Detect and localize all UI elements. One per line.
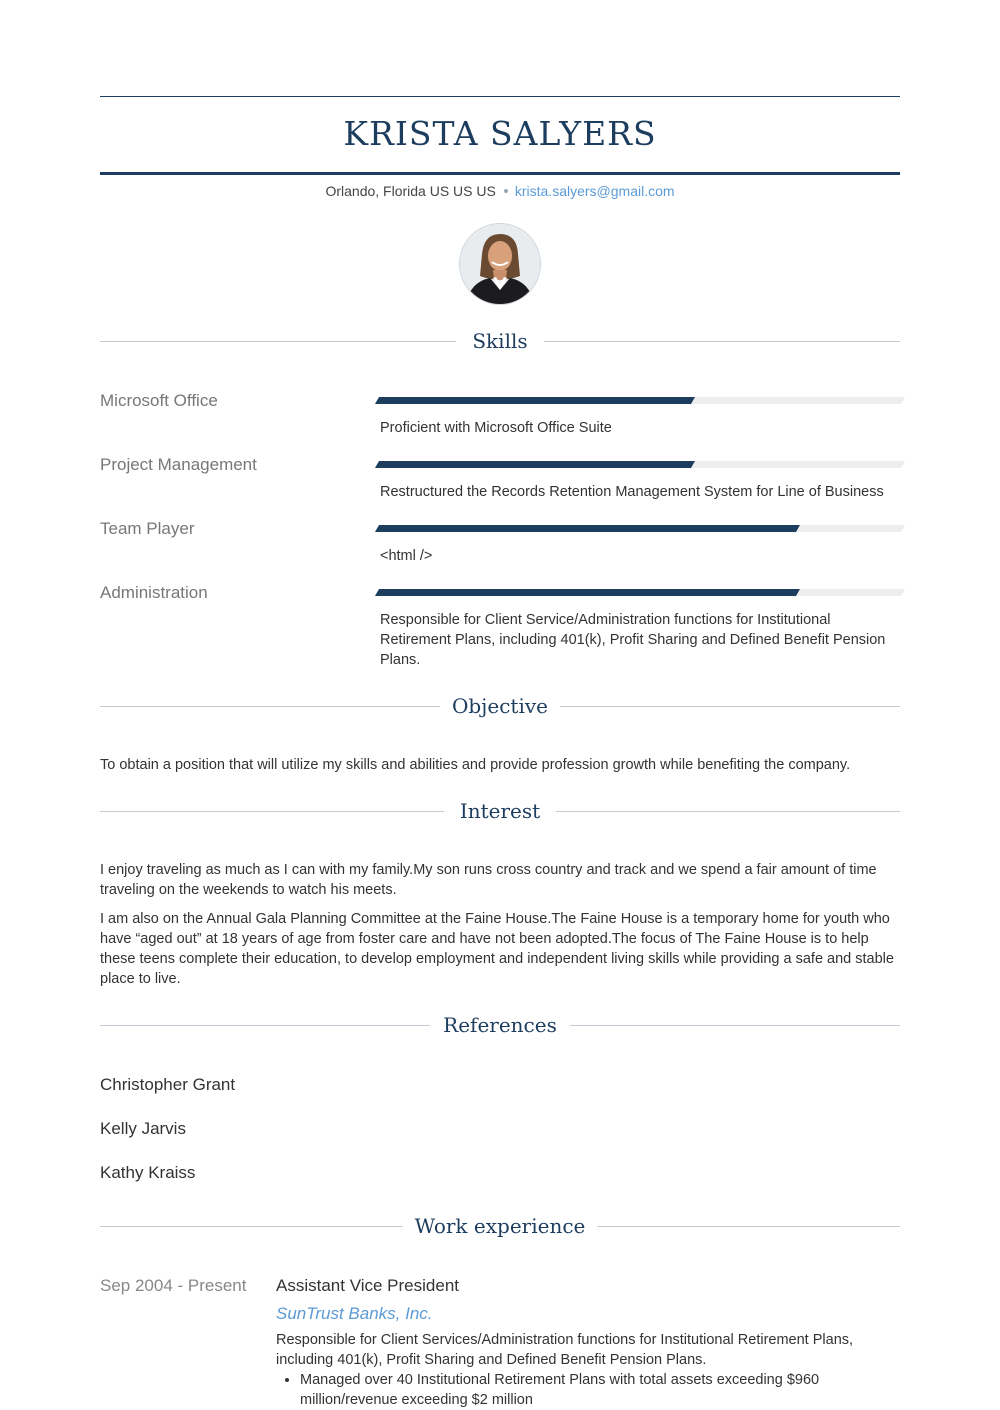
heading-rule-right: [560, 706, 900, 707]
skill-level-bar: [375, 461, 905, 468]
skill-name: Project Management: [100, 455, 257, 474]
references-heading: [100, 1010, 900, 1040]
profile-photo: [460, 224, 540, 304]
job-bullet-list: [276, 1370, 860, 1410]
skill-description: <html />: [380, 548, 433, 564]
contact-line: [100, 182, 900, 200]
skill-description: Restructured the Records Retention Management System for Line of Business: [380, 484, 884, 500]
section-title: Work experience: [414, 1214, 586, 1238]
company-link[interactable]: SunTrust Banks, Inc.: [276, 1304, 433, 1323]
job-description: Responsible for Client Services/Administration functions for Institutional Retirement Plans, including 401(k), Profit Sharing and Defined Benefit Pension Plans.: [276, 1332, 854, 1368]
interest-paragraph: I am also on the Annual Gala Planning Committee at the Faine House.The Faine House is a temporary home for youth who have “aged out” at 18 years of age from foster care and have not been adopted.The focus of The Faine House is to help these teens complete their education, to develop employment and independent living skills while providing a safe and stable place to live.: [100, 911, 894, 987]
interest-paragraph: I enjoy traveling as much as I can with my family.My son runs cross country and track and we spend a fair amount of time traveling on the weekends to watch his meets.: [100, 862, 877, 898]
header-top-rule: [100, 96, 900, 97]
section-title: Interest: [459, 799, 541, 823]
section-title: Objective: [451, 694, 548, 718]
skill-level-fill: [375, 461, 695, 468]
reference-name: Kathy Kraiss: [100, 1163, 196, 1182]
skills-heading: [100, 326, 900, 356]
objective-text: To obtain a position that will utilize my skills and abilities and provide profession growth while benefiting the company.: [100, 757, 851, 773]
work-date-range: Sep 2004 - Present: [100, 1276, 247, 1295]
skill-level-fill: [375, 525, 800, 532]
job-title: Assistant Vice President: [276, 1276, 459, 1295]
email-link[interactable]: krista.salyers@gmail.com: [514, 183, 675, 199]
skill-level-bar: [375, 589, 905, 596]
skill-level-bar: [375, 397, 905, 404]
skill-name: Administration: [100, 583, 208, 602]
objective-heading: [100, 691, 900, 721]
separator-dot-icon: [504, 189, 508, 193]
header-bottom-rule: [100, 172, 900, 175]
skill-description: Responsible for Client Service/Administration functions for Institutional Retirement Plans, including 401(k), Profit Sharing and Defined Benefit Pension Plans.: [380, 612, 886, 668]
heading-rule-right: [597, 1226, 900, 1227]
skill-level-fill: [375, 397, 695, 404]
skill-name: Team Player: [100, 519, 195, 538]
reference-name: Kelly Jarvis: [100, 1119, 186, 1138]
candidate-name: KRISTA SALYERS: [343, 114, 657, 153]
section-title: References: [443, 1013, 557, 1037]
location-text: Orlando, Florida US US US: [325, 183, 496, 199]
skill-description: Proficient with Microsoft Office Suite: [380, 420, 612, 436]
reference-name: Christopher Grant: [100, 1075, 236, 1094]
skill-level-fill: [375, 589, 800, 596]
section-title: Skills: [472, 329, 528, 353]
heading-rule-right: [556, 811, 900, 812]
skill-name: Microsoft Office: [100, 391, 218, 410]
portrait-icon: [460, 224, 540, 304]
skill-level-bar: [375, 525, 905, 532]
heading-rule-right: [570, 1025, 900, 1026]
work-experience-heading: [100, 1211, 900, 1241]
heading-rule-right: [544, 341, 900, 342]
list-item: • Managed over 40 Institutional Retirement Plans with total assets exceeding $960 million/revenue exceeding $2 million: [300, 1370, 860, 1410]
interest-heading: [100, 796, 900, 826]
